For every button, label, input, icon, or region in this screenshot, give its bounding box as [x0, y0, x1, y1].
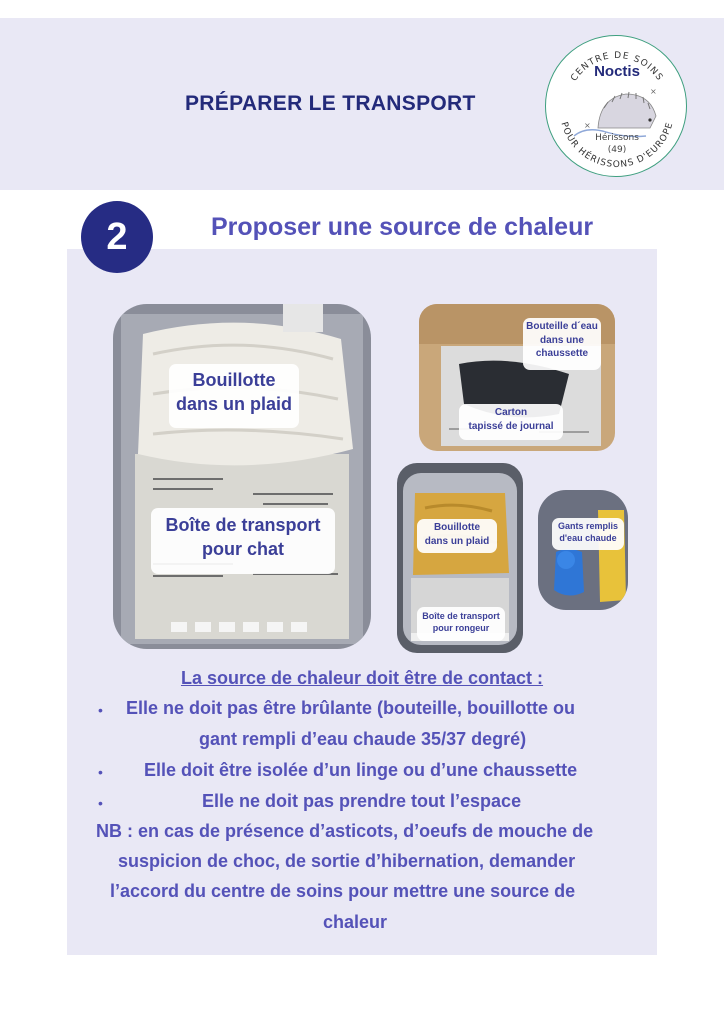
nb-line-4: chaleur	[323, 912, 388, 932]
page-title: PRÉPARER LE TRANSPORT	[185, 92, 476, 115]
label-line: dans une	[540, 334, 584, 346]
rodent-carrier-photo	[397, 463, 523, 653]
cardboard-box-photo	[419, 304, 615, 451]
cat-carrier-photo	[113, 304, 371, 649]
label-line: chaussette	[535, 348, 589, 359]
logo-arc-bottom: POUR HÉRISSONS D'EUROPE	[558, 120, 676, 171]
label-cardboard	[459, 404, 563, 440]
gloves-photo	[538, 490, 628, 610]
logo-subtitle: Hérissons	[595, 133, 639, 143]
label-line: Gants remplis	[557, 521, 619, 531]
rule-item-3: Elle ne doit pas prendre tout l’espace	[202, 791, 522, 811]
nb-line-1: NB : en cas de présence d’asticots, d’oeufs de mouche de	[96, 821, 594, 841]
step-number-badge: 2	[81, 201, 153, 273]
hedgehog-icon	[598, 92, 656, 128]
svg-text:×: ×	[650, 87, 657, 96]
centre-logo	[545, 35, 687, 177]
label-line: dans un plaid	[424, 535, 490, 547]
rule-item-1-line-2: gant rempli d’eau chaude 35/37 degré)	[199, 729, 527, 749]
label-cat-carrier	[151, 508, 335, 574]
label-hot-water-bottle-small	[417, 519, 497, 553]
label-line: Bouillotte	[192, 370, 276, 390]
rule-item-1-line-1: Elle ne doit pas être brûlante (bouteille, bouillotte ou	[126, 698, 576, 718]
label-gloves	[552, 518, 624, 550]
label-hot-water-bottle	[169, 364, 299, 428]
label-water-bottle	[523, 318, 601, 370]
rules-title	[0, 668, 724, 689]
label-line: Boîte de transport	[165, 515, 321, 535]
nb-line-2: suspicion de choc, de sortie d’hibernation, demander	[118, 851, 576, 871]
label-line: d'eau chaude	[559, 533, 617, 544]
bullet-icon: •	[98, 795, 103, 811]
label-rodent-carrier	[417, 607, 505, 641]
label-line: Boîte de transport	[422, 611, 500, 621]
bullet-icon: •	[98, 764, 103, 780]
logo-arc-top: CENTRE DE SOINS	[569, 50, 665, 84]
logo-department: (49)	[607, 145, 627, 155]
step-title: Proposer une source de chaleur	[211, 213, 594, 241]
label-line: pour rongeur	[432, 623, 490, 634]
rule-item-2: Elle doit être isolée d’un linge ou d’une chaussette	[144, 760, 578, 780]
bullet-icon: •	[98, 702, 103, 718]
label-line: dans un plaid	[175, 394, 292, 415]
svg-text:×: ×	[584, 121, 591, 130]
logo-graphic	[546, 36, 688, 178]
label-line: Bouteille d´eau	[526, 321, 598, 332]
label-line: tapissé de journal	[468, 420, 554, 432]
label-line: pour chat	[201, 539, 284, 560]
rules-title-text: La source de chaleur doit être de contact :	[180, 668, 544, 688]
label-line: Bouillotte	[433, 522, 481, 533]
logo-name: Noctis	[594, 63, 640, 80]
label-line: Carton	[494, 407, 528, 418]
nb-line-3: l’accord du centre de soins pour mettre une source de	[110, 881, 576, 901]
